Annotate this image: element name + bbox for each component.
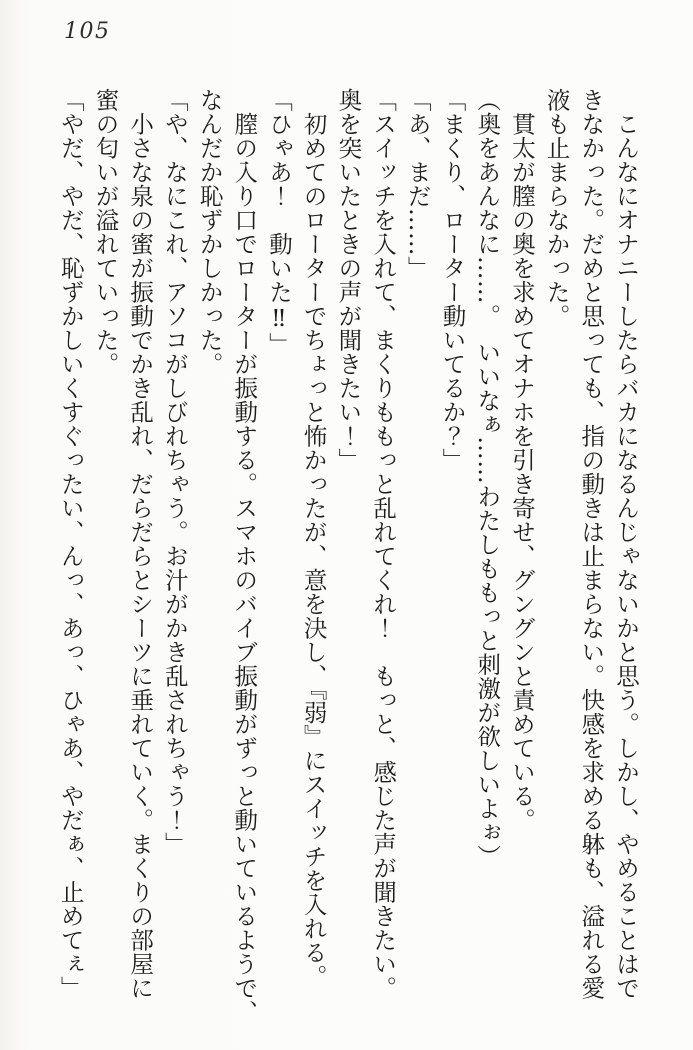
text-column: なんだか恥ずかしかった。 — [195, 88, 224, 376]
text-column: （奥をあんなに……。 いいなぁ……わたしももっと刺激が欲しいよぉ） — [473, 88, 502, 869]
page-number: 105 — [64, 19, 111, 44]
text-column: 「スイッチを入れて、まくりももっと乱れてくれ！ もっと、感じた声が聞きたい。 — [369, 88, 398, 1000]
text-column: 蜜の匂いが溢れていった。 — [91, 88, 120, 376]
text-column: 膣の入り口でローターが振動する。スマホのバイブ振動がずっと動いているようで、 — [230, 88, 259, 1024]
text-column: こんなにオナニーしたらバカになるんじゃないかと思う。しかし、やめることはで — [612, 88, 640, 1000]
text-column: 貫太が膣の奥を求めてオナホを引き寄せ、グングンと責めている。 — [507, 88, 536, 832]
text-column: 「やだ、やだ、恥ずかしいくすぐったい、んっ、あっ、ひゃあ、やだぁ、止めてぇ」 — [56, 88, 85, 1000]
text-column: 「あ、まだ……」 — [403, 88, 432, 280]
text-column: 初めてのローターでちょっと怖かったが、意を決し、『弱』にスイッチを入れる。 — [299, 88, 328, 989]
text-column: 「ひゃあ！ 動いた‼」 — [264, 88, 293, 357]
text-column: 「まくり、ローター動いてるか？」 — [438, 88, 467, 472]
vertical-text-body — [53, 88, 643, 1024]
text-column: 小さな泉の蜜が振動でかき乱れ、だらだらとシーツに垂れていく。まくりの部屋に — [126, 88, 155, 1000]
text-column: 「や、なにこれ、アソコがしびれちゃう。お汁がかき乱されちゃう！」 — [160, 88, 189, 856]
text-column: 奥を突いたときの声が聞きたい！」 — [334, 88, 363, 472]
text-column: きなかった。だめと思っても、指の動きは止まらない。快感を求める躰も、溢れる愛 — [577, 88, 606, 1000]
text-column: 液も止まらなかった。 — [542, 88, 571, 328]
